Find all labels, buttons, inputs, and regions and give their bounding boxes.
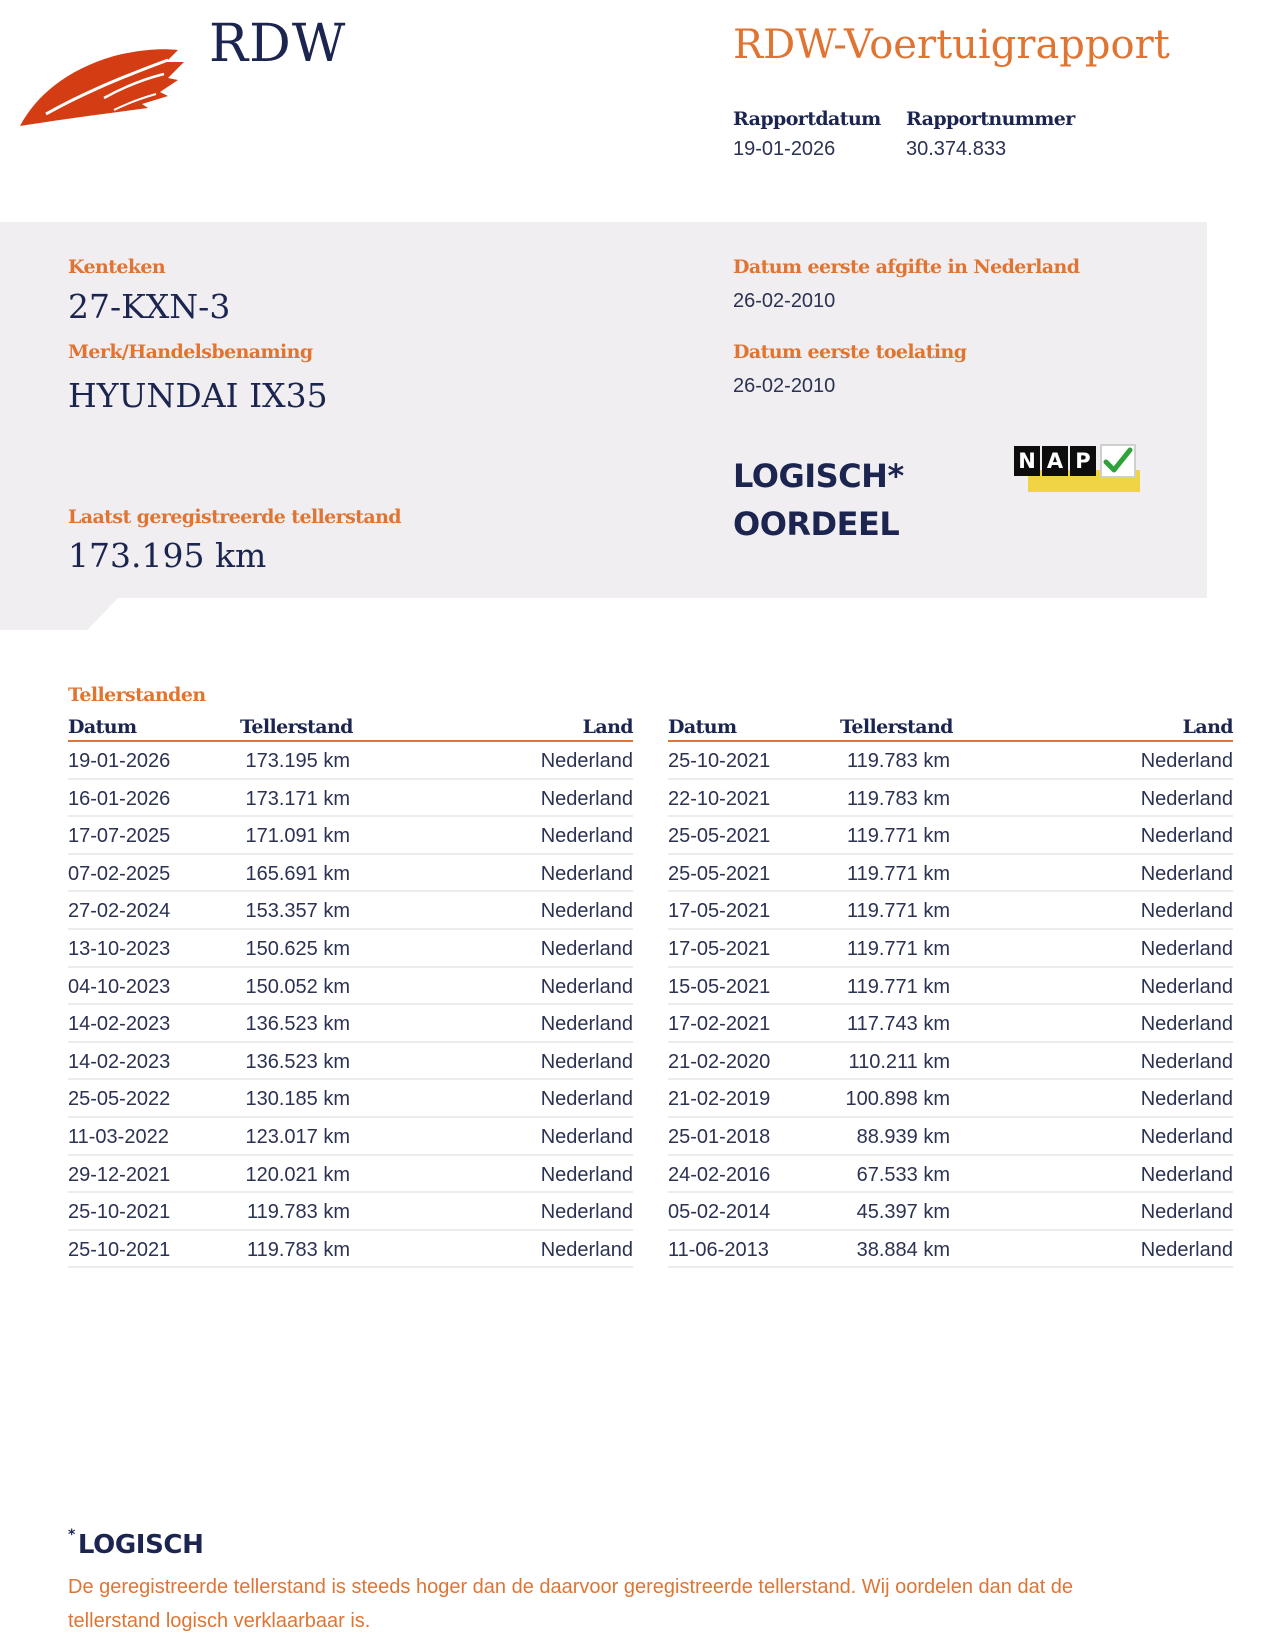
reading-km: 136.523 km bbox=[245, 1013, 350, 1036]
table-row bbox=[68, 1118, 633, 1156]
reading-date: 19-01-2026 bbox=[68, 750, 171, 772]
reading-date: 27-02-2024 bbox=[68, 900, 171, 923]
reading-date: 17-05-2021 bbox=[668, 900, 771, 923]
table-row bbox=[68, 1193, 633, 1231]
reading-date: 25-05-2022 bbox=[68, 1088, 171, 1111]
reading-land: Nederland bbox=[540, 1050, 633, 1073]
reading-land: Nederland bbox=[540, 937, 633, 960]
reading-date: 24-02-2016 bbox=[668, 1163, 771, 1186]
reading-km: 119.771 km bbox=[846, 862, 950, 885]
reading-land: Nederland bbox=[540, 1201, 633, 1224]
reading-km: 173.171 km bbox=[245, 787, 350, 810]
table-row bbox=[68, 930, 633, 968]
reading-km: 119.771 km bbox=[846, 825, 950, 848]
first-admission-value: 26-02-2010 bbox=[733, 375, 836, 397]
table-row bbox=[68, 742, 633, 780]
reading-date: 17-07-2025 bbox=[68, 825, 171, 848]
table-row bbox=[68, 1231, 633, 1269]
report-number: 30.374.833 bbox=[906, 138, 1007, 160]
reading-land: Nederland bbox=[1140, 787, 1233, 810]
reading-km: 153.357 km bbox=[245, 900, 350, 923]
reading-land: Nederland bbox=[540, 1125, 633, 1148]
reading-date: 11-06-2013 bbox=[668, 1238, 769, 1261]
reading-km: 150.052 km bbox=[245, 975, 350, 998]
col-date: Datum bbox=[668, 716, 737, 738]
reading-km: 88.939 km bbox=[856, 1125, 950, 1148]
first-admission-label: Datum eerste toelating bbox=[733, 341, 967, 363]
col-km: Tellerstand bbox=[840, 716, 953, 738]
reading-land: Nederland bbox=[1140, 1050, 1233, 1073]
reading-land: Nederland bbox=[1140, 1013, 1233, 1036]
reading-land: Nederland bbox=[1140, 750, 1233, 772]
reading-km: 119.783 km bbox=[846, 787, 950, 810]
table-row bbox=[68, 1080, 633, 1118]
reading-km: 45.397 km bbox=[856, 1201, 950, 1224]
reading-date: 25-10-2021 bbox=[668, 750, 771, 772]
reading-date: 15-05-2021 bbox=[668, 975, 771, 998]
reading-land: Nederland bbox=[540, 975, 633, 998]
reading-km: 136.523 km bbox=[245, 1050, 350, 1073]
reading-land: Nederland bbox=[540, 750, 633, 772]
report-number-label: Rapportnummer bbox=[906, 108, 1075, 130]
reading-land: Nederland bbox=[540, 1088, 633, 1111]
reading-date: 25-01-2018 bbox=[668, 1125, 771, 1148]
table-row bbox=[668, 1043, 1233, 1081]
verdict-line-1: LOGISCH* bbox=[733, 457, 904, 495]
readings-header bbox=[68, 712, 633, 742]
reading-km: 130.185 km bbox=[245, 1088, 350, 1111]
reading-date: 13-10-2023 bbox=[68, 937, 171, 960]
readings-rows-right bbox=[668, 742, 1233, 1268]
reading-date: 17-02-2021 bbox=[668, 1013, 771, 1036]
table-row bbox=[668, 930, 1233, 968]
reading-date: 25-10-2021 bbox=[68, 1201, 171, 1224]
reading-km: 171.091 km bbox=[245, 825, 350, 848]
nap-logo bbox=[1012, 444, 1140, 494]
footnote-marker: * bbox=[68, 1527, 75, 1544]
reading-km: 119.771 km bbox=[846, 975, 950, 998]
make-value: HYUNDAI IX35 bbox=[68, 376, 328, 415]
table-row bbox=[668, 1156, 1233, 1194]
readings-table-left bbox=[68, 712, 633, 1268]
reading-land: Nederland bbox=[1140, 1238, 1233, 1261]
footnote-text: De geregistreerde tellerstand is steeds hoger dan de daarvoor geregistreerde tellerstand. Wij oordelen dan dat de tellerstand logisch verklaarbaar is. bbox=[68, 1576, 1074, 1632]
reading-land: Nederland bbox=[540, 1163, 633, 1186]
reading-km: 67.533 km bbox=[856, 1163, 950, 1186]
table-row bbox=[68, 1043, 633, 1081]
reading-land: Nederland bbox=[540, 825, 633, 848]
table-row bbox=[68, 817, 633, 855]
footnote-title-text: LOGISCH bbox=[77, 1530, 204, 1560]
first-issue-nl-value: 26-02-2010 bbox=[733, 290, 836, 312]
table-row bbox=[668, 742, 1233, 780]
reading-land: Nederland bbox=[1140, 1088, 1233, 1111]
nap-letter-p: P bbox=[1070, 446, 1096, 476]
report-title: RDW-Voertuigrapport bbox=[733, 22, 1170, 68]
reading-date: 25-05-2021 bbox=[668, 862, 771, 885]
table-row bbox=[668, 780, 1233, 818]
reading-km: 119.783 km bbox=[846, 750, 950, 772]
panel-tail bbox=[0, 598, 118, 630]
table-row bbox=[668, 1118, 1233, 1156]
reading-land: Nederland bbox=[1140, 825, 1233, 848]
reading-km: 123.017 km bbox=[245, 1125, 350, 1148]
reading-km: 119.771 km bbox=[846, 900, 950, 923]
brand-name: RDW bbox=[209, 14, 347, 74]
table-row bbox=[68, 780, 633, 818]
reading-km: 150.625 km bbox=[245, 937, 350, 960]
reading-km: 38.884 km bbox=[856, 1238, 950, 1261]
reading-land: Nederland bbox=[540, 1013, 633, 1036]
plate-value: 27-KXN-3 bbox=[68, 287, 231, 326]
readings-header bbox=[668, 712, 1233, 742]
reading-land: Nederland bbox=[1140, 1201, 1233, 1224]
reading-date: 04-10-2023 bbox=[68, 975, 171, 998]
odometer-label: Laatst geregistreerde tellerstand bbox=[68, 506, 401, 528]
reading-land: Nederland bbox=[1140, 937, 1233, 960]
reading-land: Nederland bbox=[540, 787, 633, 810]
table-row bbox=[68, 892, 633, 930]
report-date: 19-01-2026 bbox=[733, 138, 836, 160]
reading-date: 14-02-2023 bbox=[68, 1013, 171, 1036]
report-date-label: Rapportdatum bbox=[733, 108, 881, 130]
reading-date: 14-02-2023 bbox=[68, 1050, 171, 1073]
table-row bbox=[668, 817, 1233, 855]
table-row bbox=[668, 1193, 1233, 1231]
nap-check-icon bbox=[1100, 444, 1136, 478]
reading-date: 11-03-2022 bbox=[68, 1125, 169, 1148]
table-row bbox=[68, 968, 633, 1006]
reading-land: Nederland bbox=[1140, 862, 1233, 885]
table-row bbox=[668, 1080, 1233, 1118]
reading-land: Nederland bbox=[540, 862, 633, 885]
table-row bbox=[68, 1156, 633, 1194]
col-land: Land bbox=[582, 716, 633, 738]
verdict-line-2: OORDEEL bbox=[733, 505, 900, 543]
reading-land: Nederland bbox=[540, 1238, 633, 1261]
plate-label: Kenteken bbox=[68, 256, 166, 278]
reading-km: 119.771 km bbox=[846, 937, 950, 960]
reading-km: 117.743 km bbox=[846, 1013, 950, 1036]
readings-rows-left bbox=[68, 742, 633, 1268]
footnote-title bbox=[68, 1527, 204, 1560]
nap-letter-a: A bbox=[1042, 446, 1068, 476]
verdict bbox=[733, 452, 904, 548]
reading-date: 05-02-2014 bbox=[668, 1201, 771, 1224]
reading-land: Nederland bbox=[540, 900, 633, 923]
reading-date: 21-02-2020 bbox=[668, 1050, 771, 1073]
reading-date: 17-05-2021 bbox=[668, 937, 771, 960]
reading-km: 119.783 km bbox=[246, 1238, 350, 1261]
reading-land: Nederland bbox=[1140, 900, 1233, 923]
reading-date: 29-12-2021 bbox=[68, 1163, 171, 1186]
table-row bbox=[668, 855, 1233, 893]
col-km: Tellerstand bbox=[240, 716, 353, 738]
reading-land: Nederland bbox=[1140, 975, 1233, 998]
reading-km: 120.021 km bbox=[245, 1163, 350, 1186]
reading-date: 07-02-2025 bbox=[68, 862, 171, 885]
reading-date: 25-05-2021 bbox=[668, 825, 771, 848]
reading-date: 25-10-2021 bbox=[68, 1238, 171, 1261]
table-row bbox=[668, 968, 1233, 1006]
odometer-value: 173.195 km bbox=[68, 536, 267, 575]
reading-km: 119.783 km bbox=[246, 1201, 350, 1224]
reading-date: 22-10-2021 bbox=[668, 787, 771, 810]
reading-km: 165.691 km bbox=[245, 862, 350, 885]
table-row bbox=[68, 1005, 633, 1043]
reading-land: Nederland bbox=[1140, 1125, 1233, 1148]
reading-km: 110.211 km bbox=[848, 1050, 950, 1073]
reading-date: 21-02-2019 bbox=[668, 1088, 771, 1111]
reading-date: 16-01-2026 bbox=[68, 787, 171, 810]
reading-land: Nederland bbox=[1140, 1163, 1233, 1186]
rdw-logo-icon bbox=[18, 40, 186, 132]
first-issue-nl-label: Datum eerste afgifte in Nederland bbox=[733, 256, 1080, 278]
table-row bbox=[668, 1231, 1233, 1269]
table-row bbox=[68, 855, 633, 893]
reading-km: 100.898 km bbox=[845, 1088, 950, 1111]
table-row bbox=[668, 1005, 1233, 1043]
col-date: Datum bbox=[68, 716, 137, 738]
col-land: Land bbox=[1182, 716, 1233, 738]
reading-km: 173.195 km bbox=[245, 750, 350, 772]
table-row bbox=[668, 892, 1233, 930]
readings-title: Tellerstanden bbox=[68, 684, 206, 706]
make-label: Merk/Handelsbenaming bbox=[68, 341, 313, 363]
nap-letter-n: N bbox=[1014, 446, 1040, 476]
readings-table-right bbox=[668, 712, 1233, 1268]
